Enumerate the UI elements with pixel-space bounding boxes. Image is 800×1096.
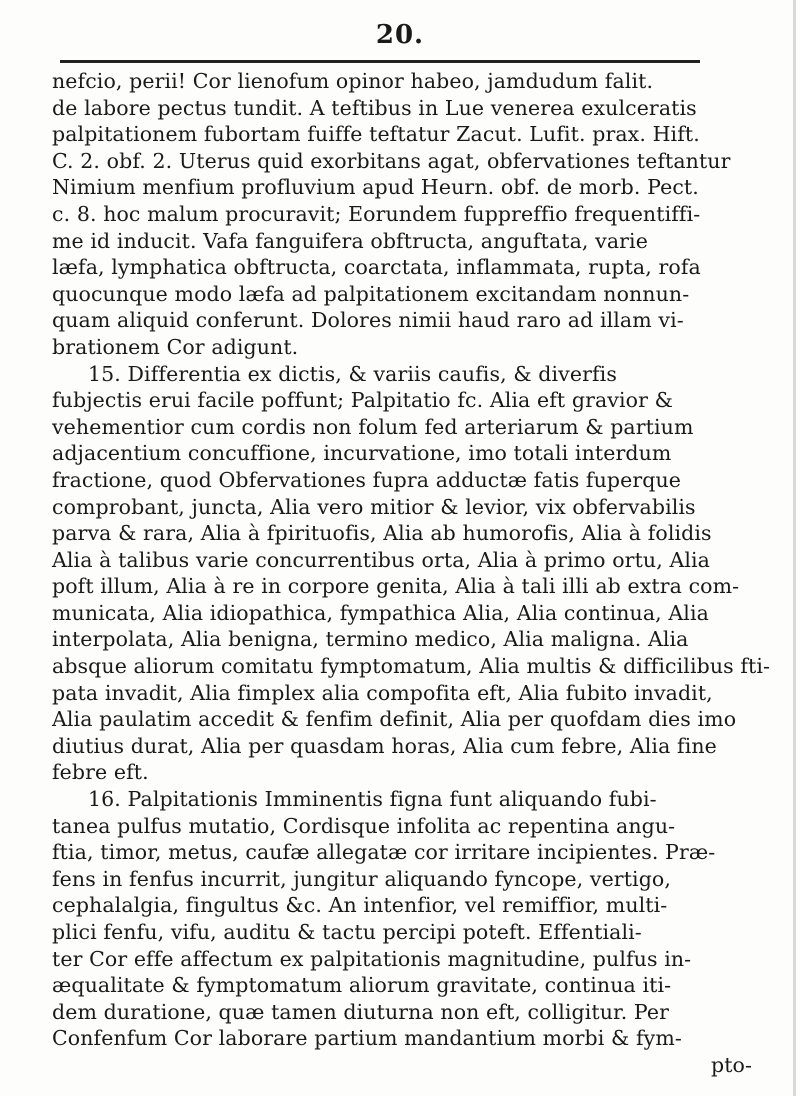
- text-line: pata invadit, Alia fimplex alia compofita eft, Alia fubito invadit,: [52, 680, 713, 705]
- text-line: c. 8. hoc malum procuravit; Eorundem fuppreffio frequentiffi-: [52, 201, 701, 226]
- text-line: tanea pulfus mutatio, Cordisque infolita ac repentina angu-: [52, 813, 676, 838]
- text-line: cephalalgia, fingultus &c. An intenfior, vel remiffior, multi-: [52, 893, 668, 918]
- text-line: ter Cor effe affectum ex palpitationis magnitudine, pulfus in-: [52, 946, 692, 971]
- page-number: 20.: [375, 20, 425, 50]
- text-line: C. 2. obf. 2. Uterus quid exorbitans agat, obfervationes teftantur: [52, 148, 731, 173]
- text-line: absque aliorum comitatu fymptomatum, Alia multis & difficilibus fti-: [52, 654, 771, 679]
- text-line: palpitationem fubortam fuiffe teftatur Zacut. Lufit. prax. Hift.: [52, 122, 700, 147]
- text-line: adjacentium concuffione, incurvatione, imo totali interdum: [52, 441, 672, 466]
- text-line: dem duratione, quæ tamen diuturna non eft, colligitur. Per: [52, 999, 670, 1024]
- text-line: Confenfum Cor laborare partium mandantium morbi & fym-: [52, 1026, 682, 1051]
- text-line: diutius durat, Alia per quasdam horas, Alia cum febre, Alia fine: [52, 733, 717, 758]
- text-line: Nimium menfium profluvium apud Heurn. obf. de morb. Pect.: [52, 175, 699, 200]
- text-line: de labore pectus tundit. A teftibus in Lue venerea exulceratis: [52, 95, 697, 120]
- text-line: comprobant, juncta, Alia vero mitior & levior, vix obfervabilis: [52, 494, 696, 519]
- text-line: febre eft.: [52, 760, 149, 785]
- text-line: plici fenfu, vifu, auditu & tactu percipi poteft. Effentiali-: [52, 920, 642, 944]
- text-line: municata, Alia idiopathica, fympathica Alia, Alia continua, Alia: [52, 600, 709, 625]
- header-rule: [60, 60, 700, 63]
- text-line: fubjectis erui facile poffunt; Palpitatio fc. Alia eft gravior &: [52, 388, 673, 413]
- text-line: fractione, quod Obfervationes fupra adductæ fatis fuperque: [52, 467, 682, 492]
- catchword: pto-: [710, 1052, 752, 1077]
- text-line: ftia, timor, metus, caufæ allegatæ cor irritare incipientes. Præ-: [52, 840, 716, 865]
- page-edge: [793, 0, 796, 1096]
- text-line: quam aliquid conferunt. Dolores nimii haud raro ad illam vi-: [52, 308, 684, 333]
- text-line: Alia paulatim accedit & fenfim definit, Alia per quofdam dies imo: [52, 707, 737, 732]
- text-line: æqualitate & fymptomatum aliorum gravitate, continua iti-: [52, 973, 672, 998]
- text-line: brationem Cor adigunt.: [52, 334, 299, 359]
- section-15-start: 15. Differentia ex dictis, & variis caufis, & diverfis: [88, 361, 617, 386]
- text-line: fens in fenfus incurrit, jungitur aliquando fyncope, vertigo,: [52, 866, 671, 891]
- text-line: vehementior cum cordis non folum fed arteriarum & partium: [52, 414, 694, 439]
- text-line: poft illum, Alia à re in corpore genita, Alia à tali illi ab extra com-: [52, 574, 740, 599]
- text-line: parva & rara, Alia à fpirituofis, Alia ab humorofis, Alia à folidis: [52, 521, 712, 546]
- text-line: quocunque modo læfa ad palpitationem excitandam nonnun-: [52, 281, 690, 306]
- body-text: [52, 68, 772, 1079]
- text-line: Alia à talibus varie concurrentibus orta, Alia à primo ortu, Alia: [52, 547, 710, 572]
- text-line: nefcio, perii! Cor lienofum opinor habeo, jamdudum falit.: [52, 69, 654, 93]
- text-line: me id inducit. Vafa fanguifera obftructa, anguftata, varie: [52, 228, 648, 253]
- section-16-start: 16. Palpitationis Imminentis figna funt aliquando fubi-: [88, 787, 657, 812]
- text-line: læfa, lymphatica obftructa, coarctata, inflammata, rupta, rofa: [52, 255, 701, 280]
- text-line: interpolata, Alia benigna, termino medico, Alia maligna. Alia: [52, 627, 689, 652]
